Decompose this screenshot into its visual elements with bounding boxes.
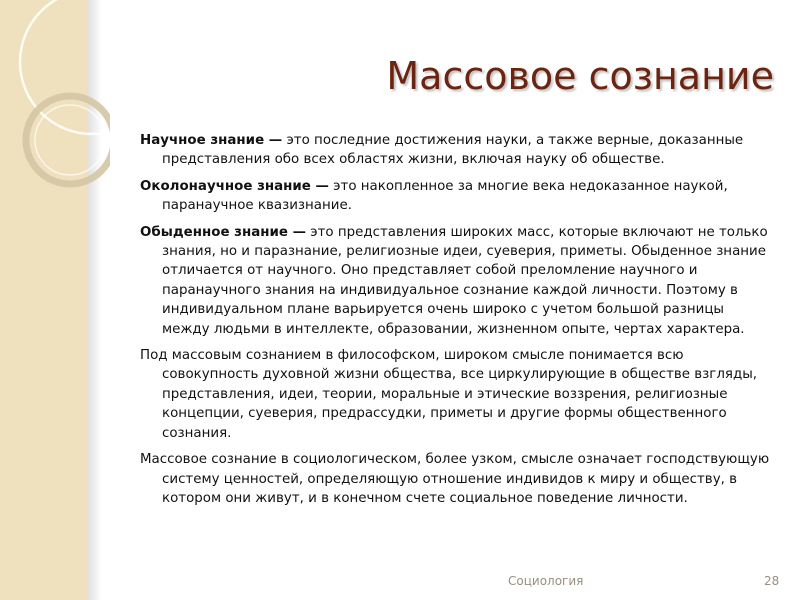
footer-subject: Социология (508, 574, 584, 588)
page-number: 28 (764, 574, 780, 588)
paragraph-scientific-knowledge: Научное знание — это последние достижения науки, а также верные, доказанные представления обо всех областях жизни, включая науку об обществе. (140, 133, 744, 168)
paragraph-philosophical-meaning: Под массовым сознанием в философском, широком смысле понимается всю совокупность духовной жизни общества, все циркулирующие в обществе взгляды, представления, идеи, теории, моральные и этические воззрения, религиозные концепции, суеверия, предрассудки, приметы и другие формы общественного сознания. (140, 348, 758, 441)
slide-body (140, 131, 772, 515)
paragraph-sociological-meaning: Массовое сознание в социологическом, более узком, смысле означает господствующую систему ценностей, определяющую отношение индивидов к миру и обществу, в котором они живут, и в конечном счете социальное поведение личности. (140, 452, 770, 506)
deco-circle-inner (35, 105, 105, 175)
deco-circle-small (26, 96, 110, 184)
paragraph-parascientific-knowledge: Околонаучное знание — это накопленное за многие века недоказанное наукой, паранаучное квазизнание. (140, 178, 728, 214)
paragraph-everyday-knowledge: Обыденное знание — это представления широких масс, которые включают не только знания, но и паразнание, религиозные идеи, суеверия, приметы. Обыденное знание отличается от научного. Оно представляет собой преломление научного и паранаучного знания на индивидуальное сознание каждой личности. Поэтому в индивидуальном плане варьируется очень широко с учетом большой разницы между людьми в интеллекте, образовании, жизненном опыте, чертах характера. (140, 224, 768, 337)
slide-title: Массовое сознание (386, 54, 774, 98)
decorative-circles (0, 0, 110, 260)
